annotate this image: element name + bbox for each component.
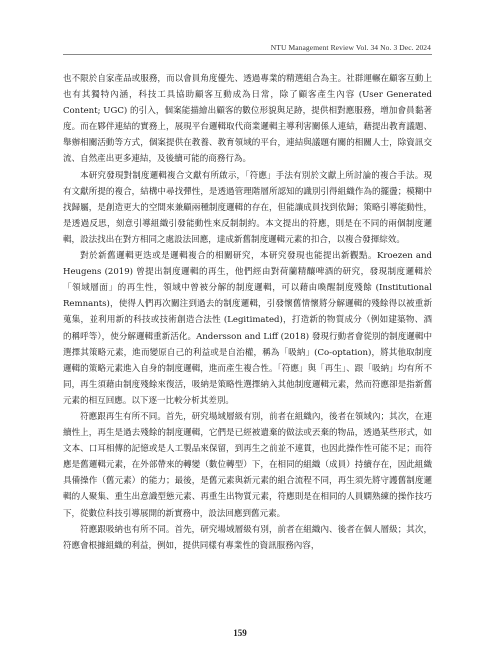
paragraph: 符應跟再生有所不同。首先，研究場域層級有別，前者在組織內，後者在領域內；其次，在連續性上，再生是過去殘餘的制度邏輯，它們是已經被遺棄的做法或丟棄的物品，透過某些形式，如文本、口耳相傳的記憶或是人工製品來保留，到再生之前並不連貫，也因此操作性可能不足；而符應是舊邏輯元素，在外部帶來的轉變（數位轉型）下，在相同的組織（成員）持續存在，因此組織具備操作（舊元素）的能力；最後，是舊元素與新元素的組合流程不同，再生須先將守護舊制度邏輯的人聚集、重生出意識型態元素、再重生出物質元素，符應則是在相同的人員嫻熟練的操作技巧下，從數位科技引導展開的新實務中，設法回應到舊元素。 (63, 411, 432, 519)
paragraph: 也不限於自家產品或服務，而以會員角度優先、透過專業的精選組合為主。社群運輾在顧客互動上也有其獨特內涵，科技工具協助顧客互動成為日常，除了顧客產生內容 (User Generated Content; UGC) 的引入，個案能描繪出顧客的數位形貌與足跡，提供相對應服務，增加會員黏著度。而在夥伴連結的實務上，展現平台邏輯取代商業邏輯主導利害關係人連結，藉提出教育議題、舉辦相關活動等方式，個案提供在教養、教育領域的平台，連結與議題有關的相關人士，除資訊交流、自然產出更多連結，及後續可能的商務行為。 (63, 74, 432, 165)
page-number: 159 (233, 628, 247, 638)
body-text (63, 71, 432, 554)
paragraph: 本研究發現對制度邏輯複合文獻有所啟示，「符應」手法有別於文獻上所討論的複合手法。現有文獻所提的複合，結構中尋找彈性，是透過管理階層所認知的識別引得組織作為的擺盪；模糊中找歸屬，是創造更大的空間來兼顧兩種制度邏輯的存在，但能讓成員找到依歸；策略引導能動性，是透過反思，刻意引導組織引發能動性來反制制約。本文提出的符應，則是在不同的兩個制度邏輯，設法找出在對方相同之處設法回應，達成新舊制度邏輯元素的扣合，以複合發揮綜效。 (63, 170, 432, 245)
header-rule (63, 54, 432, 55)
paragraph: 符應跟吸納也有所不同。首先，研究場域層級有別，前者在組織內、後者在個人層級；其次，符應會根據組織的利益，例如，提供同樣有專業性的資訊服務內容， (63, 524, 432, 551)
paragraph: 對於新舊邏輯更迭或是邏輯複合的相關研究，本研究發現也能提出新觀點。Kroezen and Heugens (2019) 曾提出制度邏輯的再生，他們經由對荷蘭精釀啤酒的研究，發現制度邏輯於「領域層面」的再生性，領域中曾被分解的制度邏輯，可以藉由喚醒制度殘餘 (Institutional Remnants)，使得人們再次關注到過去的制度邏輯，引發懷舊情懷將分解邏輯的殘餘得以被重新蒐集，並利用新的科技或技術創造合法性 (Legitimated)，打造新的物質成分（例如建築物、酒的稱呼等），使分解邏輯重新活化。Andersson and Liff (2018) 發現行動者會從別的制度邏輯中選擇其策略元素，進而變原自己的利益或是自治權，稱為「吸納」(Co-optation)，將其他取制度邏輯的策略元素進入自身的制度邏輯，進而產生複合性。「符應」與「再生」、跟「吸納」均有所不同，再生須藉由制度殘餘來復活，吸納是策略性選擇納入其他制度邏輯元素，然而符應卻是指新舊元素的相互回應。以下逐一比較分析其差別。 (63, 251, 432, 406)
running-head: NTU Management Review Vol. 34 No. 3 Dec. 2024 (270, 43, 431, 52)
